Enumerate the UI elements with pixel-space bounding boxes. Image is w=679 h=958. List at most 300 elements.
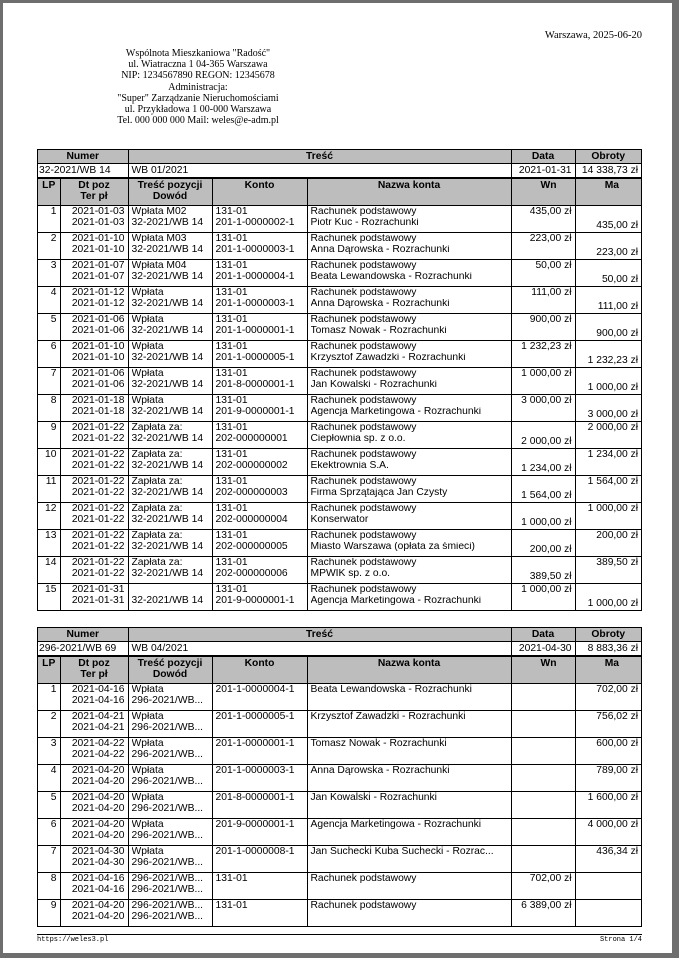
row-account-line: 201-1-0000003-1 <box>215 244 295 255</box>
row-wn <box>511 792 575 819</box>
row-account-line: 131-01 <box>215 234 248 244</box>
row-account-line: 201-1-0000005-1 <box>215 352 295 363</box>
row-dates-line: 2021-04-20 <box>71 793 125 803</box>
row-account-name-line: Rachunek podstawowy <box>310 558 417 568</box>
row-description-line: Wpłata <box>131 288 164 298</box>
row-description <box>128 873 212 900</box>
table-row[interactable] <box>38 260 641 287</box>
row-dates-line: 2021-01-03 <box>71 207 125 217</box>
footer-url[interactable]: https://weles3.pl <box>37 936 109 944</box>
row-ma: 50,00 zł <box>575 260 641 287</box>
row-dates <box>60 900 128 927</box>
row-account-name-line: Rachunek podstawowy <box>310 369 417 379</box>
row-dates-line: 2021-04-20 <box>71 911 125 922</box>
row-dates <box>60 584 128 611</box>
row-ma: 389,50 zł <box>575 557 641 584</box>
row-wn: 223,00 zł <box>511 233 575 260</box>
row-ma: 435,00 zł <box>575 206 641 233</box>
tresc-pozycji-header <box>128 656 212 684</box>
document-title: WB 04/2021 <box>128 642 511 657</box>
table-row[interactable] <box>38 819 641 846</box>
row-wn: 3 000,00 zł <box>511 395 575 422</box>
row-wn <box>511 684 575 711</box>
row-lp: 12 <box>38 503 60 530</box>
row-dates <box>60 395 128 422</box>
row-account-name <box>307 233 511 260</box>
table-row[interactable] <box>38 233 641 260</box>
row-description-line: 296-2021/WB... <box>131 857 204 868</box>
row-description-line: Wpłata <box>131 685 164 695</box>
row-wn <box>511 819 575 846</box>
row-description-line: Wpłata M02 <box>131 207 187 217</box>
table-row[interactable] <box>38 530 641 557</box>
company-line: Wspólnota Mieszkaniowa "Radość" <box>125 48 271 59</box>
row-wn: 1 232,23 zł <box>511 341 575 368</box>
ma-header: Ma <box>575 178 641 206</box>
row-description-line: 32-2021/WB 14 <box>131 352 204 363</box>
row-lp: 9 <box>38 900 60 927</box>
row-account: 131-01 <box>212 873 307 900</box>
data-header: Data <box>511 628 575 642</box>
row-dates <box>60 684 128 711</box>
row-wn: 200,00 zł <box>511 530 575 557</box>
row-description-line: Wpłata <box>131 739 164 749</box>
row-lp: 7 <box>38 368 60 395</box>
row-dates-line: 2021-04-16 <box>71 874 125 884</box>
row-lp: 5 <box>38 792 60 819</box>
row-description-line: 32-2021/WB 14 <box>131 460 204 471</box>
row-dates-line: 2021-01-22 <box>71 568 125 579</box>
document-block <box>37 627 642 927</box>
table-row[interactable] <box>38 557 641 584</box>
row-description <box>128 260 212 287</box>
row-dates-line: 2021-04-22 <box>71 749 125 760</box>
row-dates-line: 2021-01-12 <box>71 288 125 298</box>
row-description <box>128 449 212 476</box>
row-description-line <box>132 585 209 596</box>
row-lp: 13 <box>38 530 60 557</box>
tresc-pozycji-header-line: Dowód <box>152 190 188 201</box>
row-dates <box>60 873 128 900</box>
row-account <box>212 260 307 287</box>
row-dates <box>60 422 128 449</box>
row-account-name <box>307 503 511 530</box>
row-dates-line: 2021-01-03 <box>71 217 125 228</box>
table-row[interactable] <box>38 341 641 368</box>
row-dates-line: 2021-04-16 <box>71 695 125 706</box>
row-description-line: Wpłata <box>131 712 164 722</box>
row-description <box>128 557 212 584</box>
dt-header-line: Dt poz <box>78 180 110 191</box>
row-account-name-line: Tomasz Nowak - Rozrachunki <box>310 325 447 336</box>
row-account-name <box>307 476 511 503</box>
row-dates-line: 2021-04-20 <box>71 820 125 830</box>
row-description-line: 296-2021/WB... <box>131 901 204 911</box>
row-account-line: 131-01 <box>215 315 248 325</box>
footer-page-number: Strona 1/4 <box>599 936 642 944</box>
row-description <box>128 395 212 422</box>
row-description <box>128 584 212 611</box>
data-header: Data <box>511 150 575 164</box>
row-dates-line: 2021-04-16 <box>71 685 125 695</box>
table-row[interactable] <box>38 476 641 503</box>
row-account-line: 131-01 <box>215 342 248 352</box>
dt-header <box>60 178 128 206</box>
row-description <box>128 711 212 738</box>
numer-header: Numer <box>38 628 128 642</box>
row-account-name-line: Rachunek podstawowy <box>310 396 417 406</box>
row-account-line: 201-1-0000003-1 <box>215 298 295 309</box>
row-account <box>212 368 307 395</box>
table-row[interactable] <box>38 368 641 395</box>
row-description-line: Wpłata <box>131 820 164 830</box>
row-account-name <box>307 314 511 341</box>
row-account: 201-1-0000003-1 <box>212 765 307 792</box>
row-dates-line: 2021-04-20 <box>71 766 125 776</box>
row-account-name-line: Anna Dąrowska - Rozrachunki <box>310 244 450 255</box>
row-account <box>212 557 307 584</box>
row-lp: 8 <box>38 395 60 422</box>
row-description <box>128 314 212 341</box>
row-account-name: Jan Suchecki Kuba Suchecki - Rozrac... <box>307 846 511 873</box>
row-dates-line: 2021-01-10 <box>71 342 125 352</box>
row-account <box>212 395 307 422</box>
row-description-line: Zapłata za: <box>131 558 183 568</box>
nazwa-konta-header: Nazwa konta <box>307 178 511 206</box>
table-row[interactable] <box>38 287 641 314</box>
row-description-line: 32-2021/WB 14 <box>131 406 204 417</box>
row-account-line: 131-01 <box>215 504 248 514</box>
row-account-name-line: Rachunek podstawowy <box>310 423 417 433</box>
row-dates <box>60 476 128 503</box>
row-dates <box>60 557 128 584</box>
row-ma <box>575 900 641 927</box>
row-account-line: 202-000000004 <box>215 514 288 525</box>
row-wn: 1 000,00 zł <box>511 584 575 611</box>
row-dates-line: 2021-04-21 <box>71 722 125 733</box>
row-dates-line: 2021-01-22 <box>71 477 125 487</box>
row-dates-line: 2021-01-06 <box>71 315 125 325</box>
row-account-name-line: Rachunek podstawowy <box>310 450 417 460</box>
row-account-name-line: Rachunek podstawowy <box>310 261 417 271</box>
row-dates <box>60 233 128 260</box>
row-ma: 702,00 zł <box>575 684 641 711</box>
row-ma: 1 564,00 zł <box>575 476 641 503</box>
row-dates-line: 2021-01-31 <box>71 595 125 606</box>
row-account-name-line: Agencja Marketingowa - Rozrachunki <box>310 595 482 606</box>
row-account: 131-01 <box>212 900 307 927</box>
row-description-line: Wpłata <box>131 793 164 803</box>
row-account: 201-1-0000004-1 <box>212 684 307 711</box>
row-account-name-line: Agencja Marketingowa - Rozrachunki <box>310 406 482 417</box>
row-dates <box>60 314 128 341</box>
row-description-line: 32-2021/WB 14 <box>131 487 204 498</box>
document-title: WB 01/2021 <box>128 164 511 179</box>
row-description-line: 32-2021/WB 14 <box>131 379 204 390</box>
row-description <box>128 503 212 530</box>
row-account-line: 202-000000003 <box>215 487 288 498</box>
row-dates-line: 2021-01-10 <box>71 234 125 244</box>
table-row[interactable] <box>38 684 641 711</box>
row-account <box>212 503 307 530</box>
dt-header-line: Ter pł <box>80 668 108 679</box>
tresc-header: Treść <box>128 628 511 642</box>
company-line: ul. Wiatraczna 1 04-365 Warszawa <box>128 59 268 71</box>
row-account-line: 131-01 <box>215 423 248 433</box>
row-account-name <box>307 530 511 557</box>
row-account-name-line: Rachunek podstawowy <box>310 477 417 487</box>
row-dates-line: 2021-01-22 <box>71 433 125 444</box>
row-lp: 11 <box>38 476 60 503</box>
row-account-name-line: Rachunek podstawowy <box>310 288 417 298</box>
row-description-line: Zapłata za: <box>131 477 183 487</box>
row-account-line: 201-1-0000004-1 <box>215 271 295 282</box>
row-description-line: Wpłata M03 <box>131 234 187 244</box>
row-lp: 4 <box>38 765 60 792</box>
row-ma: 223,00 zł <box>575 233 641 260</box>
row-dates-line: 2021-04-16 <box>71 884 125 895</box>
table-row[interactable] <box>38 314 641 341</box>
row-account-name: Rachunek podstawowy <box>307 900 511 927</box>
row-description <box>128 422 212 449</box>
row-account-name-line: Rachunek podstawowy <box>310 207 417 217</box>
row-ma <box>575 873 641 900</box>
row-dates <box>60 449 128 476</box>
table-row[interactable] <box>38 395 641 422</box>
row-account-name <box>307 449 511 476</box>
row-dates <box>60 846 128 873</box>
row-description-line: 296-2021/WB... <box>131 874 204 884</box>
table-row[interactable] <box>38 873 641 900</box>
row-dates-line: 2021-01-06 <box>71 369 125 379</box>
row-dates <box>60 260 128 287</box>
company-info <box>83 48 313 126</box>
row-wn: 900,00 zł <box>511 314 575 341</box>
row-ma: 1 000,00 zł <box>575 584 641 611</box>
row-wn: 1 000,00 zł <box>511 503 575 530</box>
table-row[interactable] <box>38 711 641 738</box>
row-lp: 2 <box>38 711 60 738</box>
row-description-line: 32-2021/WB 14 <box>131 217 204 228</box>
row-description-line: 296-2021/WB... <box>131 722 204 733</box>
row-dates-line: 2021-01-12 <box>71 298 125 309</box>
row-description-line: 32-2021/WB 14 <box>131 568 204 579</box>
row-account-name-line: Krzysztof Zawadzki - Rozrachunki <box>310 352 466 363</box>
row-ma: 2 000,00 zł <box>575 422 641 449</box>
document-table <box>38 628 641 926</box>
table-row[interactable] <box>38 738 641 765</box>
row-description-line: Zapłata za: <box>131 423 183 433</box>
row-description <box>128 765 212 792</box>
row-description-line: 296-2021/WB... <box>131 749 204 760</box>
row-lp: 2 <box>38 233 60 260</box>
row-lp: 6 <box>38 341 60 368</box>
row-dates-line: 2021-01-22 <box>71 558 125 568</box>
table-row[interactable] <box>38 765 641 792</box>
row-description-line: 32-2021/WB 14 <box>131 595 204 606</box>
row-description-line: 296-2021/WB... <box>131 776 204 787</box>
row-account-name <box>307 557 511 584</box>
row-description <box>128 684 212 711</box>
row-account-name <box>307 422 511 449</box>
row-account-name-line: Miasto Warszawa (opłata za śmieci) <box>310 541 475 552</box>
row-description <box>128 819 212 846</box>
row-dates <box>60 206 128 233</box>
row-dates-line: 2021-01-22 <box>71 504 125 514</box>
company-line: ul. Przykładowa 1 00-000 Warszawa <box>124 104 272 116</box>
document-number: 32-2021/WB 14 <box>38 164 128 179</box>
row-account-name <box>307 368 511 395</box>
row-lp: 3 <box>38 738 60 765</box>
row-wn: 1 000,00 zł <box>511 368 575 395</box>
obroty-header: Obroty <box>575 150 641 164</box>
row-account-line: 201-9-0000001-1 <box>215 595 295 606</box>
table-row[interactable] <box>38 449 641 476</box>
row-account-line: 202-000000006 <box>215 568 288 579</box>
row-ma: 111,00 zł <box>575 287 641 314</box>
row-wn <box>511 711 575 738</box>
company-line: "Super" Zarządzanie Nieruchomościami <box>117 92 279 104</box>
lp-header: LP <box>38 656 60 684</box>
konto-header: Konto <box>212 656 307 684</box>
row-account-line: 201-1-0000001-1 <box>215 325 295 336</box>
dt-header <box>60 656 128 684</box>
row-account: 201-1-0000005-1 <box>212 711 307 738</box>
row-account: 201-1-0000008-1 <box>212 846 307 873</box>
row-lp: 15 <box>38 584 60 611</box>
row-description-line: Wpłata <box>131 847 164 857</box>
row-dates-line: 2021-01-22 <box>71 514 125 525</box>
row-account-name-line: Anna Dąrowska - Rozrachunki <box>310 298 450 309</box>
row-description <box>128 368 212 395</box>
row-account-line: 131-01 <box>215 369 248 379</box>
row-account-name <box>307 287 511 314</box>
row-account-line: 131-01 <box>215 585 248 595</box>
row-ma: 1 234,00 zł <box>575 449 641 476</box>
row-account <box>212 449 307 476</box>
row-account-line: 131-01 <box>215 396 248 406</box>
row-account-name <box>307 341 511 368</box>
table-row[interactable] <box>38 503 641 530</box>
row-account-line: 131-01 <box>215 207 248 217</box>
row-lp: 4 <box>38 287 60 314</box>
row-description-line: 296-2021/WB... <box>131 884 204 895</box>
row-account <box>212 341 307 368</box>
row-dates <box>60 287 128 314</box>
row-account <box>212 422 307 449</box>
row-account-line: 131-01 <box>215 477 248 487</box>
row-description-line: 32-2021/WB 14 <box>131 244 204 255</box>
row-account-name: Agencja Marketingowa - Rozrachunki <box>307 819 511 846</box>
row-account-name-line: Rachunek podstawowy <box>310 342 417 352</box>
row-dates <box>60 341 128 368</box>
row-account <box>212 584 307 611</box>
lp-header: LP <box>38 178 60 206</box>
row-account-line: 201-1-0000002-1 <box>215 217 295 228</box>
row-dates-line: 2021-01-07 <box>71 261 125 271</box>
table-row[interactable] <box>38 584 641 611</box>
table-row[interactable] <box>38 206 641 233</box>
tresc-header: Treść <box>128 150 511 164</box>
row-account-line: 131-01 <box>215 531 248 541</box>
row-dates-line: 2021-01-06 <box>71 325 125 336</box>
row-dates-line: 2021-04-22 <box>71 739 125 749</box>
document-number: 296-2021/WB 69 <box>38 642 128 657</box>
row-ma: 900,00 zł <box>575 314 641 341</box>
company-line: Administracja: <box>168 81 228 93</box>
row-lp: 1 <box>38 206 60 233</box>
row-dates-line: 2021-04-21 <box>71 712 125 722</box>
row-description <box>128 233 212 260</box>
row-lp: 8 <box>38 873 60 900</box>
row-account-name <box>307 260 511 287</box>
row-description-line: 32-2021/WB 14 <box>131 433 204 444</box>
row-description <box>128 476 212 503</box>
row-ma: 600,00 zł <box>575 738 641 765</box>
row-account-name-line: Firma Sprzątająca Jan Czysty <box>310 487 448 498</box>
row-account <box>212 233 307 260</box>
row-dates <box>60 503 128 530</box>
row-account-name <box>307 206 511 233</box>
row-account-name-line: Piotr Kuc - Rozrachunki <box>310 217 419 228</box>
tresc-pozycji-header-line: Treść pozycji <box>137 180 203 191</box>
row-ma: 1 000,00 zł <box>575 503 641 530</box>
row-dates-line: 2021-01-22 <box>71 460 125 471</box>
table-row[interactable] <box>38 846 641 873</box>
document-date: 2021-01-31 <box>511 164 575 179</box>
row-ma: 4 000,00 zł <box>575 819 641 846</box>
ma-header: Ma <box>575 656 641 684</box>
row-wn: 50,00 zł <box>511 260 575 287</box>
row-wn <box>511 738 575 765</box>
row-account-name-line: Konserwator <box>310 514 369 525</box>
numer-header: Numer <box>38 150 128 164</box>
page-footer <box>37 934 642 944</box>
row-dates-line: 2021-01-22 <box>71 423 125 433</box>
row-description-line: Zapłata za: <box>131 531 183 541</box>
row-dates <box>60 530 128 557</box>
row-ma: 756,02 zł <box>575 711 641 738</box>
table-row[interactable] <box>38 792 641 819</box>
row-lp: 5 <box>38 314 60 341</box>
document-block <box>37 149 642 611</box>
table-row[interactable] <box>38 900 641 927</box>
row-account-line: 131-01 <box>215 261 248 271</box>
row-ma: 1 000,00 zł <box>575 368 641 395</box>
row-description-line: 296-2021/WB... <box>131 803 204 814</box>
row-ma: 1 232,23 zł <box>575 341 641 368</box>
place-date: Warszawa, 2025-06-20 <box>544 30 642 41</box>
row-account-name-line: Rachunek podstawowy <box>310 234 417 244</box>
row-account-name-line: Ciepłownia sp. z o.o. <box>310 433 406 444</box>
row-account <box>212 287 307 314</box>
row-description <box>128 900 212 927</box>
table-row[interactable] <box>38 422 641 449</box>
row-account-name <box>307 584 511 611</box>
row-account-name-line: Rachunek podstawowy <box>310 531 417 541</box>
row-description-line: Wpłata <box>131 369 164 379</box>
row-wn: 6 389,00 zł <box>511 900 575 927</box>
row-account-name-line: MPWIK sp. z o.o. <box>310 568 391 579</box>
row-dates-line: 2021-01-10 <box>71 244 125 255</box>
row-description <box>128 206 212 233</box>
konto-header: Konto <box>212 178 307 206</box>
row-dates <box>60 368 128 395</box>
row-description <box>128 846 212 873</box>
row-dates-line: 2021-01-22 <box>71 450 125 460</box>
row-account-name-line: Jan Kowalski - Rozrachunki <box>310 379 437 390</box>
row-description-line: Zapłata za: <box>131 504 183 514</box>
